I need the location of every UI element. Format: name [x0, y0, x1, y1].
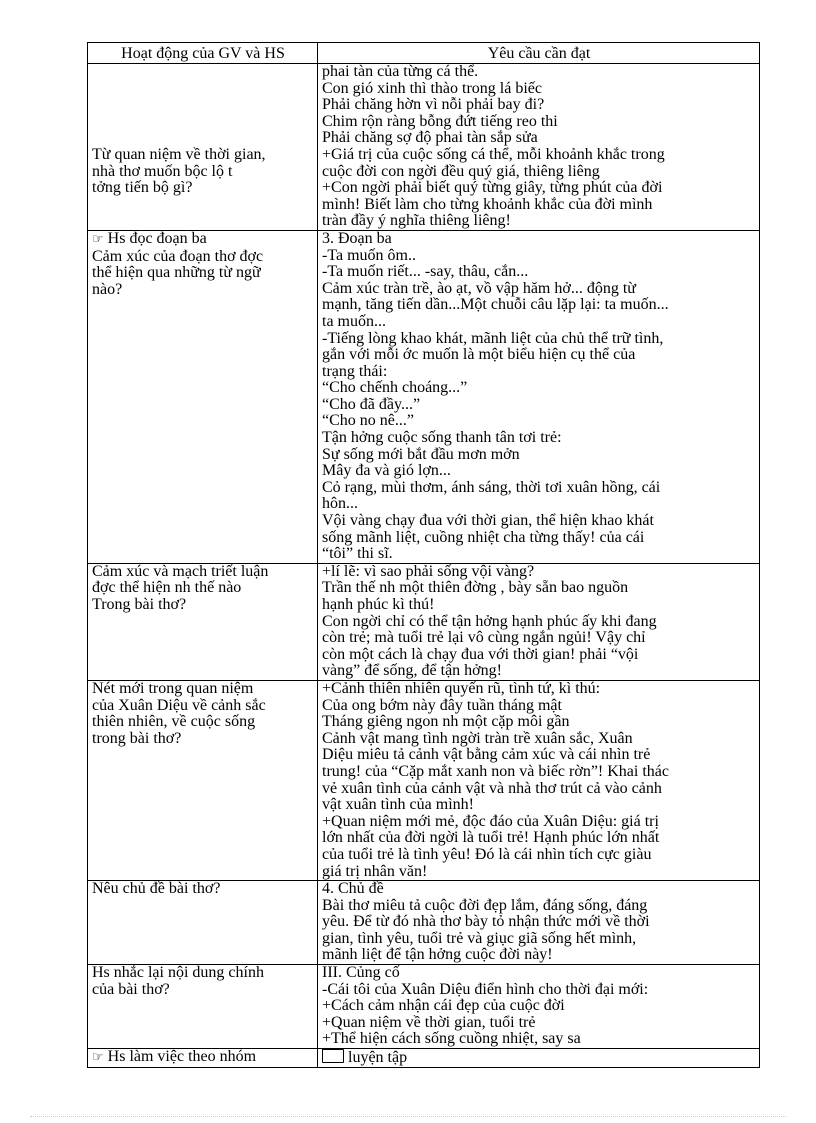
- requirement-line: [322, 580, 756, 597]
- requirement-text: giá trị nhân văn!: [322, 863, 428, 880]
- activity-text: của bài thơ?: [92, 981, 170, 998]
- lesson-plan-table: [87, 42, 760, 1068]
- activity-line: [92, 597, 314, 614]
- table-row: [88, 64, 760, 231]
- requirement-text: -Ta muốn riết... -say, thâu, cắn...: [322, 264, 529, 281]
- activity-line: [92, 580, 314, 597]
- requirement-line: [322, 331, 756, 348]
- requirement-line: [322, 982, 756, 999]
- requirement-text: hôn...: [322, 496, 358, 513]
- requirement-line: [322, 1049, 756, 1067]
- requirement-line: [322, 898, 756, 915]
- activity-line: [92, 249, 314, 266]
- header-teacher-student-activities: Hoạt động của GV và HS: [88, 43, 318, 64]
- activity-text: thiên nhiên, về cuộc sống: [92, 714, 256, 731]
- requirement-text: Tận hởng cuộc sống thanh tân tơi trẻ:: [322, 430, 562, 447]
- requirement-text: mãnh liệt để tận hởng cuộc đời này!: [322, 947, 553, 964]
- table-header-row: [88, 43, 760, 64]
- activity-text: Từ quan niệm về thời gian,: [92, 146, 266, 163]
- requirement-text: +Quan niệm mới mẻ, độc đáo của Xuân Diệu: giá trị: [322, 813, 659, 830]
- requirement-line: [322, 731, 756, 748]
- requirement-line: [322, 413, 756, 430]
- requirement-line: [322, 764, 756, 781]
- requirement-text: “Cho chếnh choáng...”: [322, 380, 468, 397]
- activity-text: Cảm xúc và mạch triết luận: [92, 563, 269, 580]
- activity-line: [92, 681, 314, 698]
- requirement-text: Bài thơ miêu tả cuộc đời đẹp lắm, đáng sống, đáng: [322, 897, 648, 914]
- requirement-cell: [318, 64, 760, 231]
- requirement-line: [322, 564, 756, 581]
- requirement-line: [322, 264, 756, 281]
- requirement-text: Con ngời chỉ có thể tận hởng hạnh phúc ấy khi đang: [322, 613, 657, 630]
- activity-cell: [88, 64, 318, 231]
- requirement-text: phai tàn của từng cá thể.: [322, 64, 479, 80]
- activity-text: nhà thơ muốn bộc lộ t: [92, 163, 233, 180]
- requirement-line: [322, 698, 756, 715]
- activity-line: [92, 965, 314, 982]
- requirement-text: tràn đầy ý nghĩa thiêng liêng!: [322, 213, 511, 230]
- requirement-text: “Cho đã đầy...”: [322, 396, 421, 413]
- requirement-line: [322, 663, 756, 680]
- requirement-text: vàng” để sống, để tận hởng!: [322, 663, 502, 680]
- requirement-line: [322, 1015, 756, 1032]
- activity-line: [92, 282, 314, 299]
- activity-text: Cảm xúc của đoạn thơ đợc: [92, 248, 264, 265]
- requirement-cell: [318, 881, 760, 965]
- activity-line: [92, 982, 314, 999]
- activity-line: [92, 147, 314, 164]
- requirement-line: [322, 597, 756, 614]
- requirement-text: còn trẻ; mà tuổi trẻ lại vô cùng ngắn ngủi! Vậy chỉ: [322, 630, 646, 647]
- requirement-line: [322, 830, 756, 847]
- requirement-line: [322, 248, 756, 265]
- folder-icon: [322, 1049, 344, 1063]
- requirement-text: 3. Đoạn ba: [322, 230, 392, 247]
- requirement-line: [322, 463, 756, 480]
- activity-line: [92, 1049, 314, 1067]
- table-body: [88, 64, 760, 1068]
- header-requirements: Yêu cầu cần đạt: [318, 43, 760, 64]
- activity-text: Hs đọc đoạn ba: [107, 230, 207, 247]
- requirement-text: Con gió xinh thì thào trong lá biếc: [322, 80, 542, 97]
- requirement-cell: [318, 1049, 760, 1068]
- requirement-text: “tôi” thi sĩ.: [322, 546, 393, 563]
- activity-text: Trong bài thơ?: [92, 597, 187, 613]
- activity-cell: [88, 230, 318, 563]
- activity-text: Nét mới trong quan niệm: [92, 680, 254, 697]
- activity-line: [92, 164, 314, 181]
- requirement-text: 4. Chủ đề: [322, 881, 384, 898]
- requirement-text: Tháng giêng ngon nh một cặp môi gần: [322, 714, 570, 731]
- requirement-text: cuộc đời con ngời đều quý giá, thiêng liêng: [322, 163, 600, 180]
- requirement-line: [322, 380, 756, 397]
- requirement-line: [322, 513, 756, 530]
- requirement-line: [322, 931, 756, 948]
- requirement-text: Của ong bớm này đây tuần tháng mật: [322, 697, 562, 714]
- requirement-text: mình! Biết làm cho từng khoảnh khắc của đời mình: [322, 196, 653, 213]
- requirement-line: [322, 231, 756, 248]
- requirement-text: sống mãnh liệt, cuồng nhiệt cha từng thấy! của cái: [322, 529, 645, 546]
- activity-line: [92, 180, 314, 197]
- requirement-line: [322, 864, 756, 881]
- requirement-text: +Cách cảm nhận cái đẹp của cuộc đời: [322, 998, 565, 1015]
- requirement-line: [322, 1031, 756, 1048]
- requirement-line: [322, 397, 756, 414]
- requirement-line: [322, 281, 756, 298]
- table-row: [88, 563, 760, 680]
- requirement-text: Phải chăng hờn vì nỗi phải bay đi?: [322, 97, 545, 114]
- activity-line: [92, 881, 314, 898]
- requirement-line: [322, 814, 756, 831]
- requirement-line: [322, 847, 756, 864]
- requirement-text: -Tiếng lòng khao khát, mãnh liệt của chủ thể trữ tình,: [322, 330, 664, 347]
- activity-cell: [88, 1049, 318, 1068]
- requirement-line: [322, 747, 756, 764]
- activity-text: Hs nhắc lại nội dung chính: [92, 965, 264, 982]
- activity-line: [92, 564, 314, 581]
- requirement-text: vật xuân tình của mình!: [322, 797, 474, 814]
- requirement-text: Chim rộn ràng bỗng đứt tiếng reo thi: [322, 113, 558, 130]
- requirement-text: hạnh phúc kì thú!: [322, 597, 435, 613]
- requirement-cell: [318, 965, 760, 1049]
- table-row: [88, 881, 760, 965]
- requirement-text: của tuổi trẻ là tình yêu! Đó là cái nhìn tích cực giàu: [322, 846, 652, 863]
- requirement-line: [322, 797, 756, 814]
- requirement-line: [322, 914, 756, 931]
- requirement-cell: [318, 563, 760, 680]
- requirement-line: [322, 130, 756, 147]
- hand-pointing-icon: ☞: [92, 231, 104, 247]
- requirement-line: [322, 681, 756, 698]
- requirement-text: -Cái tôi của Xuân Diệu điển hình cho thời đại mới:: [322, 981, 649, 998]
- requirement-line: [322, 881, 756, 898]
- activity-text: Hs làm việc theo nhóm: [107, 1049, 257, 1066]
- requirement-line: [322, 965, 756, 982]
- requirement-line: [322, 347, 756, 364]
- requirement-text: III. Củng cố: [322, 965, 400, 982]
- requirement-text: yêu. Để từ đó nhà thơ bày tỏ nhận thức mới về thời: [322, 914, 650, 931]
- requirement-text: Phải chăng sợ độ phai tàn sắp sửa: [322, 130, 538, 147]
- requirement-line: [322, 614, 756, 631]
- requirement-text: Diệu miêu tả cảnh vật bằng cảm xúc và cái nhìn trẻ: [322, 747, 651, 764]
- requirement-text: gắn với mỗi ớc muốn là một biểu hiện cụ thể của: [322, 347, 636, 364]
- requirement-text: +Con ngời phải biết quý từng giây, từng phút của đời: [322, 180, 663, 197]
- requirement-text: +Cảnh thiên nhiên quyến rũ, tình tứ, kì thú:: [322, 680, 601, 697]
- requirement-text: +Giá trị của cuộc sống cá thể, mỗi khoảnh khắc trong: [322, 146, 665, 163]
- activity-line: [92, 731, 314, 748]
- requirement-cell: [318, 230, 760, 563]
- requirement-text: còn một cách là chạy đua với thời gian! phải “vội: [322, 646, 639, 663]
- activity-cell: [88, 563, 318, 680]
- requirement-line: [322, 714, 756, 731]
- requirement-text: +Thể hiện cách sống cuồng nhiệt, say sa: [322, 1031, 581, 1048]
- requirement-line: [322, 297, 756, 314]
- requirement-text: trạng thái:: [322, 363, 388, 380]
- requirement-line: [322, 314, 756, 331]
- requirement-text: trung! của “Cặp mắt xanh non và biếc rờn”! Khai thác: [322, 763, 669, 780]
- activity-cell: [88, 680, 318, 880]
- hand-pointing-icon: ☞: [92, 1050, 104, 1066]
- activity-cell: [88, 965, 318, 1049]
- requirement-text: +lí lẽ: vì sao phải sống vội vàng?: [322, 563, 535, 580]
- requirement-text: mạnh, tăng tiến dần...Một chuỗi câu lặp lại: ta muốn...: [322, 297, 669, 314]
- requirement-line: [322, 114, 756, 131]
- requirement-line: [322, 64, 756, 81]
- activity-text: tởng tiến bộ gì?: [92, 180, 193, 197]
- page-bottom-divider: [30, 1116, 786, 1117]
- requirement-line: [322, 447, 756, 464]
- requirement-line: [322, 81, 756, 98]
- requirement-text: “Cho no nê...”: [322, 413, 414, 430]
- requirement-text: Cỏ rạng, mùi thơm, ánh sáng, thời tơi xuân hồng, cái: [322, 479, 661, 496]
- requirement-cell: [318, 680, 760, 880]
- activity-line: [92, 231, 314, 249]
- requirement-line: [322, 947, 756, 964]
- requirement-line: [322, 530, 756, 547]
- activity-line: [92, 714, 314, 731]
- requirement-text: Trần thế nh một thiên đờng , bày sẵn bao nguồn: [322, 580, 629, 597]
- requirement-line: [322, 364, 756, 381]
- requirement-line: [322, 164, 756, 181]
- requirement-line: [322, 97, 756, 114]
- requirement-line: [322, 480, 756, 497]
- requirement-text: vẻ xuân tình của cảnh vật và nhà thơ trút cả vào cảnh: [322, 780, 662, 797]
- table-row: [88, 965, 760, 1049]
- requirement-text: lớn nhất của đời ngời là tuổi trẻ! Hạnh phúc lớn nhất: [322, 830, 660, 847]
- requirement-line: [322, 496, 756, 513]
- requirement-line: [322, 180, 756, 197]
- requirement-line: [322, 630, 756, 647]
- requirement-line: [322, 197, 756, 214]
- requirement-line: [322, 213, 756, 230]
- activity-cell: [88, 881, 318, 965]
- table-row: [88, 680, 760, 880]
- requirement-line: [322, 647, 756, 664]
- requirement-text: -Ta muốn ôm..: [322, 247, 416, 264]
- activity-text: trong bài thơ?: [92, 730, 182, 747]
- requirement-line: [322, 430, 756, 447]
- requirement-text: luyện tập: [348, 1049, 408, 1067]
- requirement-text: Cảm xúc tràn trề, ào ạt, vồ vập hăm hở... động từ: [322, 280, 636, 297]
- activity-text: của Xuân Diệu về cảnh sắc: [92, 697, 266, 714]
- requirement-line: [322, 998, 756, 1015]
- requirement-text: Mây đa và gió lợn...: [322, 463, 451, 480]
- requirement-text: Cảnh vật mang tình ngời tràn trề xuân sắc, Xuân: [322, 730, 633, 747]
- activity-text: thể hiện qua những từ ngữ: [92, 265, 261, 282]
- activity-text: nào?: [92, 281, 123, 298]
- activity-text: Nêu chủ đề bài thơ?: [92, 881, 221, 898]
- requirement-line: [322, 546, 756, 563]
- activity-text: đợc thể hiện nh thế nào: [92, 580, 242, 597]
- requirement-line: [322, 781, 756, 798]
- table-row: [88, 230, 760, 563]
- table-row: [88, 1049, 760, 1068]
- requirement-text: Sự sống mới bắt đầu mơn mởn: [322, 446, 520, 463]
- activity-line: [92, 698, 314, 715]
- requirement-text: +Quan niệm về thời gian, tuổi trẻ: [322, 1014, 536, 1031]
- requirement-line: [322, 147, 756, 164]
- requirement-text: gian, tình yêu, tuổi trẻ và giục giã sống hết mình,: [322, 930, 637, 947]
- requirement-text: ta muốn...: [322, 313, 386, 330]
- activity-line: [92, 265, 314, 282]
- requirement-text: Vội vàng chạy đua với thời gian, thể hiện khao khát: [322, 513, 654, 530]
